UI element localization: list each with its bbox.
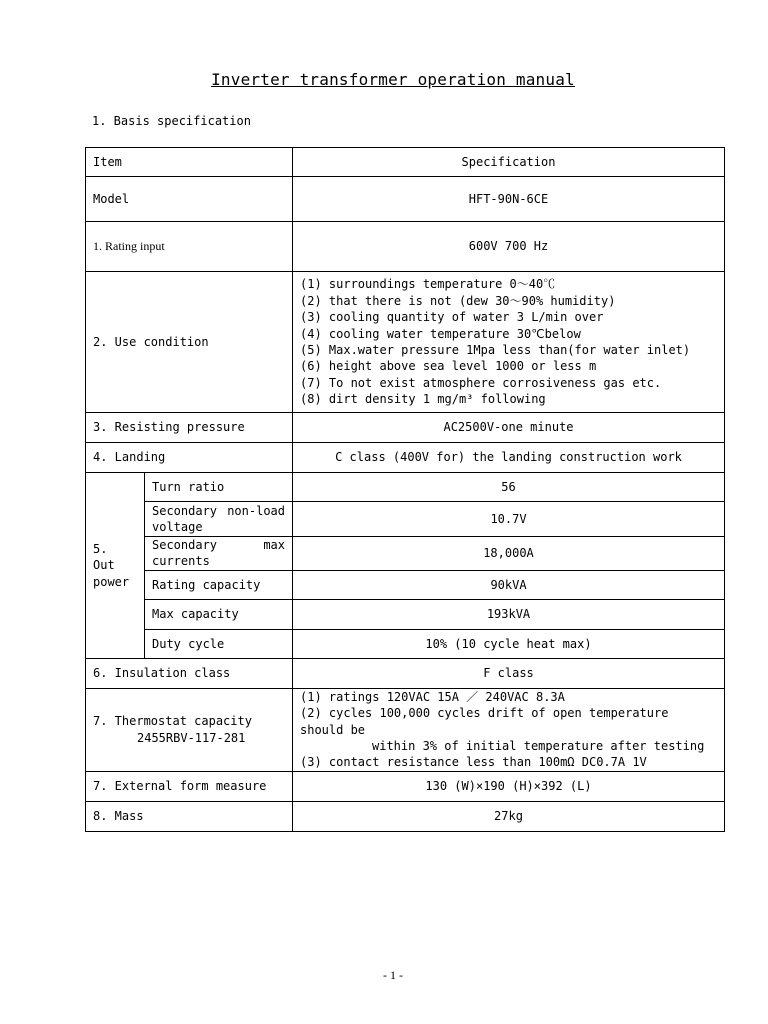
thermostat-label-line-2: 2455RBV-117-281 bbox=[137, 730, 246, 745]
secondary-voltage-label-c: voltage bbox=[152, 520, 203, 534]
specification-table bbox=[85, 147, 725, 832]
row-model bbox=[86, 177, 725, 222]
secondary-voltage-value: 10.7V bbox=[293, 502, 725, 537]
row-rating-capacity bbox=[86, 570, 725, 599]
row-secondary-currents bbox=[86, 537, 725, 571]
secondary-voltage-label-b: non-load bbox=[227, 503, 285, 518]
thermostat-line: (3) contact resistance less than 100mΩ DC0.7A 1V bbox=[300, 755, 647, 770]
table-header-row bbox=[86, 148, 725, 177]
rating-input-label: 1. Rating input bbox=[86, 222, 293, 272]
row-rating-input bbox=[86, 222, 725, 272]
use-condition-line: (3) cooling quantity of water 3 L/min over bbox=[300, 310, 604, 325]
secondary-currents-label bbox=[145, 537, 293, 571]
thermostat-label-line-1: 7. Thermostat capacity bbox=[93, 714, 252, 729]
row-turn-ratio bbox=[86, 473, 725, 502]
duty-cycle-value: 10% (10 cycle heat max) bbox=[293, 629, 725, 658]
row-landing bbox=[86, 443, 725, 473]
model-label: Model bbox=[86, 177, 293, 222]
turn-ratio-value: 56 bbox=[293, 473, 725, 502]
mass-label: 8. Mass bbox=[86, 801, 293, 831]
row-secondary-voltage bbox=[86, 502, 725, 537]
secondary-voltage-label-a: Secondary bbox=[152, 503, 218, 518]
landing-value: C class (400V for) the landing construction work bbox=[293, 443, 725, 473]
out-power-label bbox=[86, 473, 145, 659]
use-condition-line: (2) that there is not (dew 30～90% humidity) bbox=[300, 293, 616, 308]
thermostat-line: (2) cycles 100,000 cycles drift of open temperature should be bbox=[300, 706, 669, 737]
resisting-pressure-label: 3. Resisting pressure bbox=[86, 413, 293, 443]
section-heading: 1. Basis specification bbox=[92, 114, 251, 128]
out-power-word-2: power bbox=[93, 574, 130, 589]
secondary-currents-value: 18,000A bbox=[293, 537, 725, 571]
use-condition-line: (4) cooling water temperature 30℃below bbox=[300, 326, 581, 341]
out-power-word-1: Out bbox=[93, 558, 115, 573]
out-power-number: 5. bbox=[93, 541, 108, 556]
external-form-value: 130 (W)×190 (H)×392 (L) bbox=[293, 771, 725, 801]
mass-value: 27kg bbox=[293, 801, 725, 831]
use-condition-line: (8) dirt density 1 mg/m³ following bbox=[300, 392, 546, 407]
model-value: HFT-90N-6CE bbox=[293, 177, 725, 222]
insulation-label: 6. Insulation class bbox=[86, 658, 293, 688]
row-thermostat bbox=[86, 688, 725, 771]
thermostat-label bbox=[86, 688, 293, 771]
rating-capacity-label: Rating capacity bbox=[145, 570, 293, 599]
row-max-capacity bbox=[86, 599, 725, 629]
thermostat-line: within 3% of initial temperature after testing bbox=[372, 739, 705, 754]
landing-label: 4. Landing bbox=[86, 443, 293, 473]
duty-cycle-label: Duty cycle bbox=[145, 629, 293, 658]
page-number: - 1 - bbox=[383, 968, 403, 982]
max-capacity-label: Max capacity bbox=[145, 599, 293, 629]
use-condition-line: (1) surroundings temperature 0～40℃ bbox=[300, 277, 556, 292]
row-external-form bbox=[86, 771, 725, 801]
max-capacity-value: 193kVA bbox=[293, 599, 725, 629]
use-condition-list bbox=[293, 272, 725, 413]
rating-input-value: 600V 700 Hz bbox=[293, 222, 725, 272]
secondary-voltage-label bbox=[145, 502, 293, 537]
secondary-currents-label-a: Secondary bbox=[152, 538, 218, 552]
turn-ratio-label: Turn ratio bbox=[145, 473, 293, 502]
header-specification: Specification bbox=[293, 148, 725, 177]
external-form-label: 7. External form measure bbox=[86, 771, 293, 801]
use-condition-line: (7) To not exist atmosphere corrosiveness gas etc. bbox=[300, 375, 662, 390]
row-duty-cycle bbox=[86, 629, 725, 658]
row-mass bbox=[86, 801, 725, 831]
use-condition-line: (6) height above sea level 1000 or less m bbox=[300, 359, 597, 374]
use-condition-label: 2. Use condition bbox=[86, 272, 293, 413]
insulation-value: F class bbox=[293, 658, 725, 688]
row-use-condition bbox=[86, 272, 725, 413]
secondary-currents-label-c: currents bbox=[152, 554, 210, 569]
use-condition-line: (5) Max.water pressure 1Mpa less than(for water inlet) bbox=[300, 343, 691, 357]
row-resisting-pressure bbox=[86, 413, 725, 443]
secondary-currents-label-b: max bbox=[263, 538, 285, 552]
resisting-pressure-value: AC2500V-one minute bbox=[293, 413, 725, 443]
header-item: Item bbox=[86, 148, 293, 177]
thermostat-list bbox=[293, 688, 725, 771]
rating-capacity-value: 90kVA bbox=[293, 570, 725, 599]
row-insulation-class bbox=[86, 658, 725, 688]
page-title: Inverter transformer operation manual bbox=[211, 70, 575, 89]
thermostat-line: (1) ratings 120VAC 15A ／ 240VAC 8.3A bbox=[300, 689, 565, 704]
